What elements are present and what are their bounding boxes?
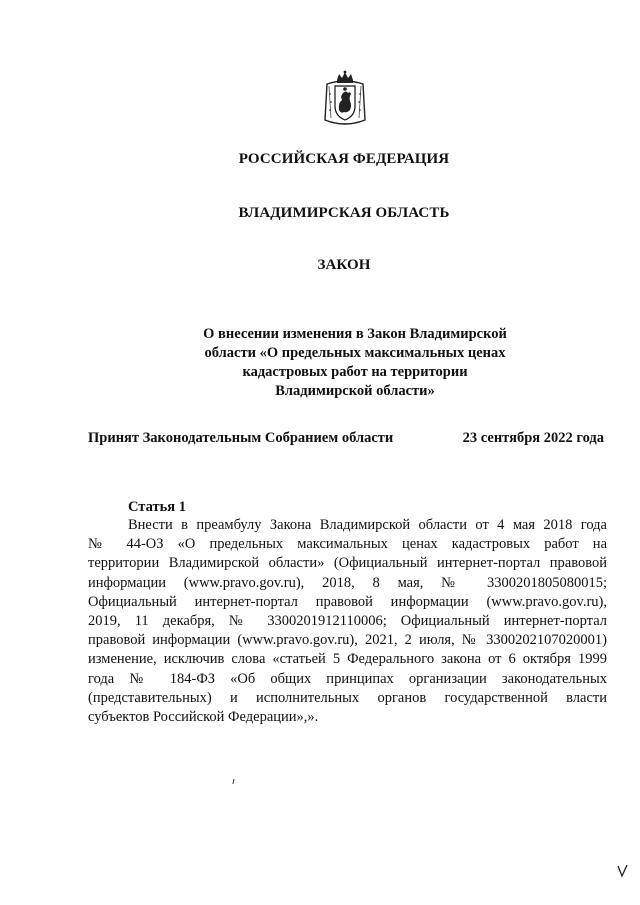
- article-line: Внести в преамбулу Закона Владимирской области от 4 мая 2018 года: [128, 517, 607, 533]
- adopted-by: Принят Законодательным Собранием области: [88, 430, 394, 446]
- article-line: 2019, 11 декабря, № 3300201912110006; Официальный интернет-портал: [88, 612, 607, 629]
- article-title: Статья 1: [128, 499, 186, 515]
- article-line: изменение, исключив слова «статьей 5 Федерального закона от 6 октября 1999: [88, 651, 607, 668]
- article-line: субъектов Российской Федерации»,».: [88, 708, 319, 725]
- article-line: территории Владимирской области» (Официальный интернет-портал правовой: [88, 555, 607, 572]
- article-line: Официальный интернет-портал правовой информации (www.pravo.gov.ru),: [88, 593, 607, 610]
- article-line: № 44-ОЗ «О предельных максимальных ценах кадастровых работ на: [88, 536, 607, 553]
- adoption-date: 23 сентября 2022 года: [462, 430, 604, 446]
- region-heading: ВЛАДИМИРСКАЯ ОБЛАСТЬ: [238, 205, 450, 221]
- scan-corner-mark: [616, 864, 628, 878]
- article-body: [88, 516, 607, 727]
- article-line: года № 184-ФЗ «Об общих принципах организации законодательных: [88, 670, 607, 687]
- law-title-line: О внесении изменения в Закон Владимирской: [203, 326, 507, 342]
- article-line: (представительных) и исполнительных органов государственной власти: [88, 689, 607, 706]
- law-title: [190, 325, 520, 401]
- article-line: информации (www.pravo.gov.ru), 2018, 8 мая, № 3300201805080015;: [88, 574, 607, 591]
- coat-of-arms-emblem: [323, 70, 367, 128]
- law-title-line: кадастровых работ на территории: [242, 364, 468, 380]
- country-heading: РОССИЙСКАЯ ФЕДЕРАЦИЯ: [238, 151, 450, 167]
- law-title-line: области «О предельных максимальных ценах: [204, 345, 506, 361]
- document-type-heading: ЗАКОН: [317, 257, 371, 273]
- law-title-line: Владимирской области»: [275, 383, 435, 399]
- article-line: правовой информации (www.pravo.gov.ru), 2021, 2 июля, № 3300202107020001): [88, 632, 607, 649]
- scan-speck: [232, 779, 235, 784]
